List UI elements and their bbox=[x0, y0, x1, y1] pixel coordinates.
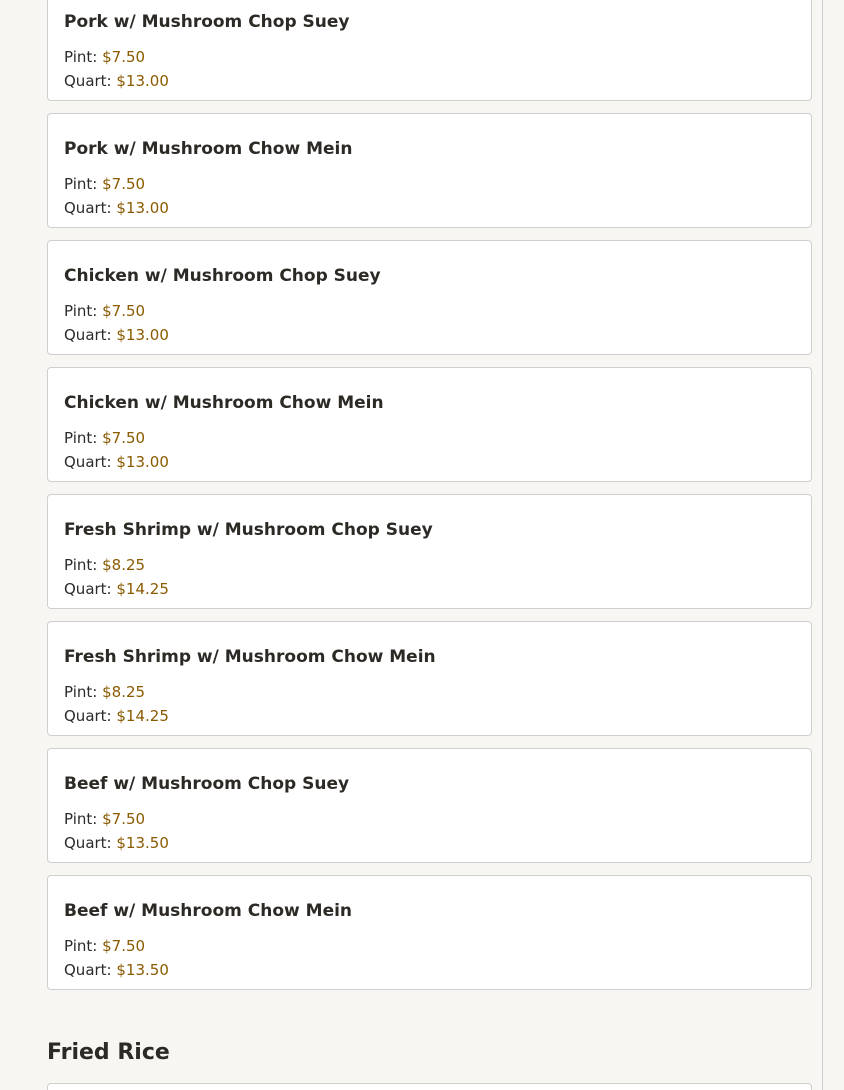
quart-price: $13.50 bbox=[116, 961, 169, 979]
menu-item-card[interactable] bbox=[47, 875, 812, 990]
pint-price-row bbox=[64, 299, 795, 323]
quart-price-row bbox=[64, 450, 795, 474]
menu-item-card[interactable] bbox=[47, 367, 812, 482]
menu-item-card[interactable] bbox=[47, 240, 812, 355]
menu-item-name: Pork w/ Mushroom Chow Mein bbox=[64, 139, 353, 159]
quart-price-row bbox=[64, 958, 795, 982]
pint-price: $8.25 bbox=[102, 556, 146, 574]
menu-item-name: Fresh Shrimp w/ Mushroom Chop Suey bbox=[64, 520, 433, 540]
pint-price: $7.50 bbox=[102, 429, 146, 447]
pint-price-row bbox=[64, 807, 795, 831]
menu-item-list bbox=[47, 0, 812, 1002]
quart-label: Quart: bbox=[64, 453, 112, 471]
menu-item-name: Fresh Shrimp w/ Mushroom Chow Mein bbox=[64, 647, 436, 667]
pint-price-row bbox=[64, 934, 795, 958]
right-divider bbox=[822, 0, 823, 1090]
menu-item-card[interactable] bbox=[47, 748, 812, 863]
quart-price: $13.00 bbox=[116, 199, 169, 217]
quart-label: Quart: bbox=[64, 326, 112, 344]
pint-price: $7.50 bbox=[102, 302, 146, 320]
pint-label: Pint: bbox=[64, 937, 98, 955]
pint-price-row bbox=[64, 45, 795, 69]
menu-item-card-partial[interactable] bbox=[47, 1083, 812, 1090]
quart-label: Quart: bbox=[64, 580, 112, 598]
quart-price-row bbox=[64, 704, 795, 728]
quart-price-row bbox=[64, 196, 795, 220]
quart-price: $13.00 bbox=[116, 453, 169, 471]
quart-price-row bbox=[64, 831, 795, 855]
pint-label: Pint: bbox=[64, 429, 98, 447]
menu-item-name: Chicken w/ Mushroom Chow Mein bbox=[64, 393, 384, 413]
section-title-fried-rice: Fried Rice bbox=[47, 1040, 170, 1065]
menu-item-card[interactable] bbox=[47, 621, 812, 736]
pint-label: Pint: bbox=[64, 48, 98, 66]
pint-price-row bbox=[64, 553, 795, 577]
pint-price: $7.50 bbox=[102, 810, 146, 828]
quart-label: Quart: bbox=[64, 834, 112, 852]
quart-price-row bbox=[64, 323, 795, 347]
quart-price-row bbox=[64, 577, 795, 601]
quart-label: Quart: bbox=[64, 961, 112, 979]
menu-item-name: Pork w/ Mushroom Chop Suey bbox=[64, 12, 350, 32]
quart-label: Quart: bbox=[64, 707, 112, 725]
menu-item-card[interactable] bbox=[47, 0, 812, 101]
menu-item-card[interactable] bbox=[47, 494, 812, 609]
menu-item-name: Beef w/ Mushroom Chow Mein bbox=[64, 901, 353, 921]
pint-label: Pint: bbox=[64, 175, 98, 193]
quart-price: $14.25 bbox=[116, 580, 169, 598]
pint-price: $7.50 bbox=[102, 48, 146, 66]
quart-price-row bbox=[64, 69, 795, 93]
quart-price: $13.50 bbox=[116, 834, 169, 852]
menu-item-card[interactable] bbox=[47, 113, 812, 228]
pint-price: $7.50 bbox=[102, 175, 146, 193]
pint-price: $8.25 bbox=[102, 683, 146, 701]
pint-label: Pint: bbox=[64, 683, 98, 701]
pint-price-row bbox=[64, 172, 795, 196]
pint-price-row bbox=[64, 680, 795, 704]
pint-price-row bbox=[64, 426, 795, 450]
quart-price: $13.00 bbox=[116, 326, 169, 344]
quart-price: $14.25 bbox=[116, 707, 169, 725]
menu-item-name: Beef w/ Mushroom Chop Suey bbox=[64, 774, 350, 794]
pint-price: $7.50 bbox=[102, 937, 146, 955]
pint-label: Pint: bbox=[64, 810, 98, 828]
quart-price: $13.00 bbox=[116, 72, 169, 90]
quart-label: Quart: bbox=[64, 199, 112, 217]
menu-item-name: Chicken w/ Mushroom Chop Suey bbox=[64, 266, 381, 286]
quart-label: Quart: bbox=[64, 72, 112, 90]
pint-label: Pint: bbox=[64, 302, 98, 320]
pint-label: Pint: bbox=[64, 556, 98, 574]
